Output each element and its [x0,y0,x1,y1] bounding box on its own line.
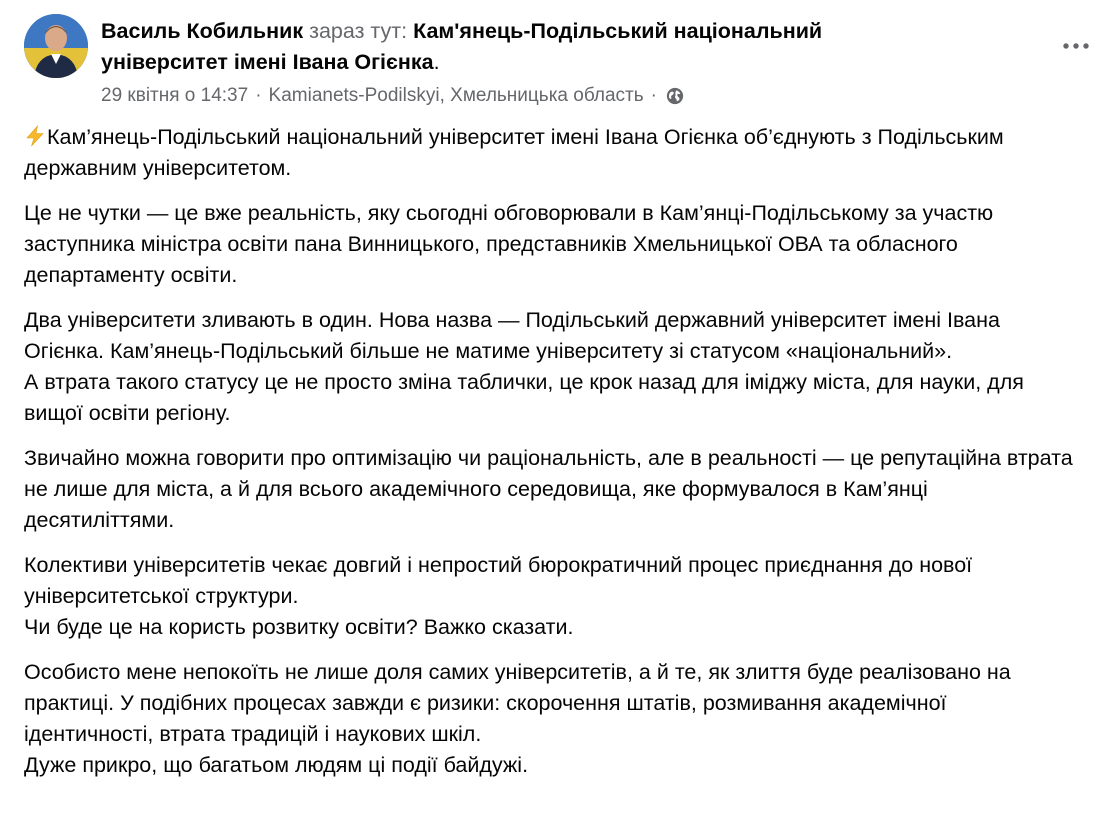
globe-icon[interactable] [666,87,684,105]
post-header [101,16,1001,78]
post-title [101,16,1001,78]
lightning-bolt-icon [24,125,46,147]
more-options-icon [1061,36,1091,56]
paragraph-2: Це не чутки — це вже реальність, яку сьогодні обговорювали в Кам’янці-Подільському за участю заступника міністра освіти пана Винницького, представників Хмельницької ОВА та обласного департаменту освіти. [24,201,994,287]
post-meta [101,83,684,109]
paragraph-5-line-a: Колективи університетів чекає довгий і непростий бюрократичний процес приєднання до нової університетської структури. [24,553,973,608]
paragraph-6-line-b: Дуже прикро, що багатьом людям ці події байдужі. [24,753,529,777]
paragraph-5-line-b: Чи буде це на користь розвитку освіти? Важко сказати. [24,615,574,639]
place-link[interactable]: Kamianets-Podilskyi, Хмельницька область [268,85,644,106]
post-timestamp-link[interactable]: 29 квітня о 14:37 [101,85,249,106]
paragraph-1-text: Кам’янець-Подільський національний університет імені Івана Огієнка об’єднують з Подільським державним університетом. [24,125,1004,180]
location-link-part1[interactable]: Кам'янець-Подільський національний [413,19,823,43]
meta-separator: · [255,85,262,106]
paragraph-6 [24,657,1074,781]
author-name-link[interactable]: Василь Кобильник [101,19,304,43]
paragraph-3-line-a: Два університети зливають в один. Нова назва — Подільський державний університет імені Івана Огієнка. Кам’янець-Подільський більше не матиме університету зі статусом «національний». [24,308,1000,363]
paragraph-6-line-a: Особисто мене непокоїть не лише доля самих університетів, а й те, як злиття буде реалізовано на практиці. У подібних процесах завжди є ризики: скорочення штатів, розмивання академічної ідентичності, втрата традицій і наукових шкіл. [24,660,1011,746]
paragraph-3 [24,305,1074,429]
paragraph-5 [24,550,1074,643]
post-body [24,122,1074,795]
more-options-button[interactable] [1061,36,1091,56]
paragraph-4: Звичайно можна говорити про оптимізацію чи раціональність, але в реальності — це репутаційна втрата не лише для міста, а й для всього академічного середовища, яке формувалося в Кам’янці десятиліттями. [24,446,1073,532]
avatar-image [24,14,88,78]
paragraph-1 [24,122,1074,184]
title-period: . [433,50,440,74]
location-link-part2[interactable]: університет імені Івана Огієнка [101,50,434,74]
presence-label: зараз тут: [309,19,408,43]
paragraph-3-line-b: А втрата такого статусу це не просто зміна таблички, це крок назад для іміджу міста, для науки, для вищої освіти регіону. [24,370,1024,425]
meta-separator-2: · [650,85,657,106]
author-avatar[interactable] [24,14,88,78]
